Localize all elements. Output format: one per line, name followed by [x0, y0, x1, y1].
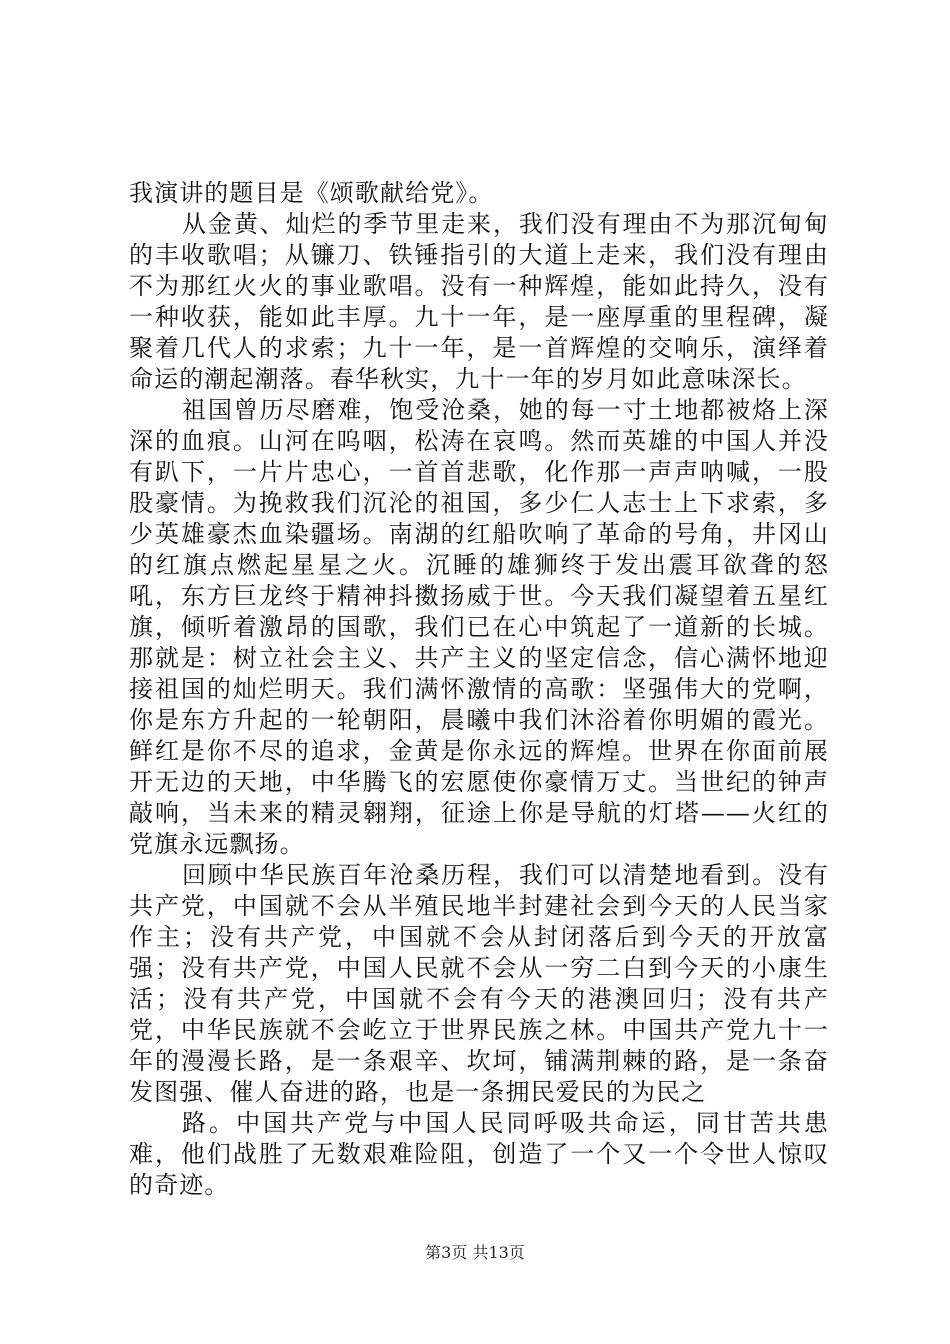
- page-number-footer: 第3页 共13页: [425, 1243, 525, 1262]
- paragraph-speech-title: 我演讲的题目是《颂歌献给党》。: [129, 179, 494, 207]
- paragraph-motherland-history: 祖国曾历尽磨难，饱受沧桑，她的每一寸土地都被烙上深深的血痕。山河在呜咽，松涛在哀鸣。然而英雄的中国人并没有趴下，一片片忠心，一首首悲歌，化作那一声声呐喊，一股股豪情。为挽救我们沉沦的祖国，多少仁人志士上下求索，多少英雄豪杰血染疆场。南湖的红船吹响了革命的号角，井冈山的红旗点燃起星星之火。沉睡的雄狮终于发出震耳欲聋的怒吼，东方巨龙终于精神抖擞扬威于世。今天我们凝望着五星红旗，倾听着激昂的国歌，我们已在心中筑起了一道新的长城。那就是：树立社会主义、共产主义的坚定信念，信心满怀地迎接祖国的灿烂明天。我们满怀激情的高歌：坚强伟大的党啊，你是东方升起的一轮朝阳，晨曦中我们沐浴着你明媚的霞光。鲜红是你不尽的追求，金黄是你永远的辉煌。世界在你面前展开无边的天地，中华腾飞的宏愿使你豪情万丈。当世纪的钟声敲响，当未来的精灵翱翔，征途上你是导航的灯塔——火红的党旗永远飘扬。: [129, 396, 829, 858]
- paragraph-shared-destiny: 路。中国共产党与中国人民同呼吸共命运，同甘苦共患难，他们战胜了无数艰难险阻，创造了一个又一个令世人惊叹的奇迹。: [129, 1109, 829, 1199]
- paragraph-harvest-song: 从金黄、灿烂的季节里走来，我们没有理由不为那沉甸甸的丰收歌唱；从镰刀、铁锤指引的大道上走来，我们没有理由不为那红火火的事业歌唱。没有一种辉煌，能如此持久，没有一种收获，能如此丰厚。九十一年，是一座厚重的里程碑，凝聚着几代人的求索；九十一年，是一首辉煌的交响乐，演绎着命运的潮起潮落。春华秋实，九十一年的岁月如此意味深长。: [129, 210, 829, 393]
- paragraph-without-party: 回顾中华民族百年沧桑历程，我们可以清楚地看到。没有共产党，中国就不会从半殖民地半封建社会到今天的人民当家作主；没有共产党，中国就不会从封闭落后到今天的开放富强；没有共产党，中国人民就不会从一穷二白到今天的小康生活；没有共产党，中国就不会有今天的港澳回归；没有共产党，中华民族就不会屹立于世界民族之林。中国共产党九十一年的漫漫长路，是一条艰辛、坎坷，铺满荆棘的路，是一条奋发图强、催人奋进的路，也是一条拥民爱民的为民之: [129, 861, 829, 1106]
- document-body: [129, 178, 829, 1201]
